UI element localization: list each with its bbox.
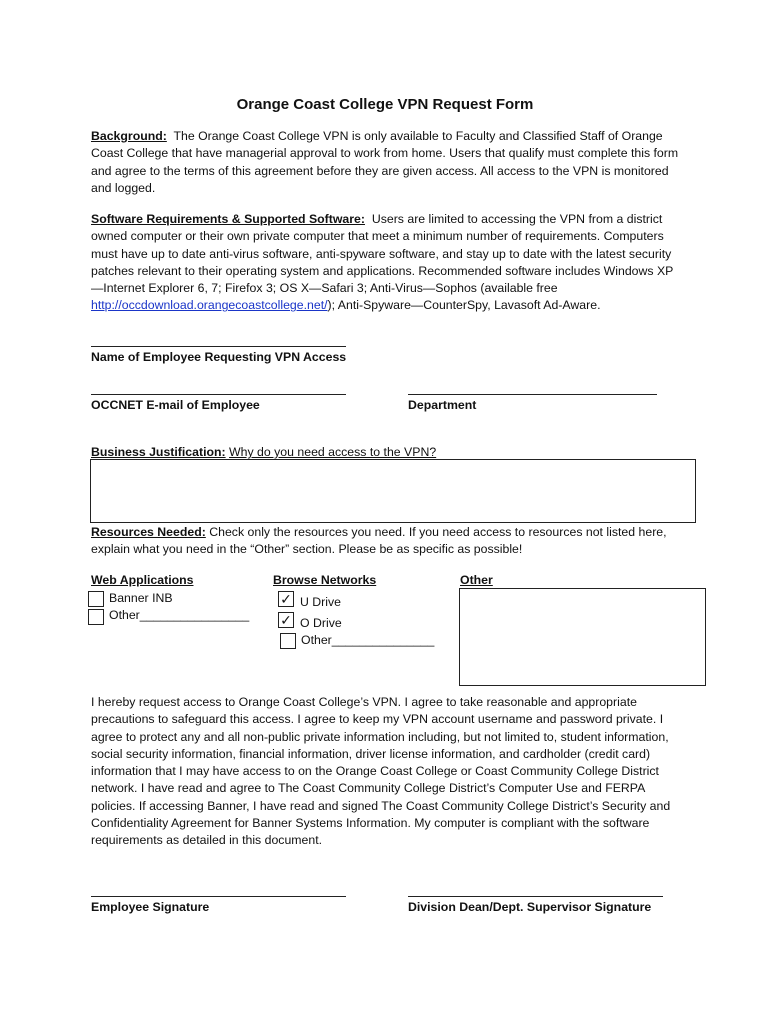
email-line[interactable] — [91, 394, 346, 395]
justification-textbox[interactable] — [90, 459, 696, 523]
web-apps-other-label: Other________________ — [109, 608, 250, 622]
supervisor-signature-line[interactable] — [408, 896, 663, 897]
justification-question: Why do you need access to the VPN? — [229, 445, 437, 459]
banner-inb-checkbox[interactable] — [88, 591, 104, 607]
o-drive-checkbox[interactable]: ✓ — [278, 612, 294, 628]
web-apps-other-checkbox[interactable] — [88, 609, 104, 625]
u-drive-checkbox[interactable]: ✓ — [278, 591, 294, 607]
networks-other-checkbox[interactable] — [280, 633, 296, 649]
employee-name-line[interactable] — [91, 346, 346, 347]
employee-signature-label: Employee Signature — [91, 900, 210, 914]
banner-inb-label: Banner INB — [109, 591, 173, 605]
department-label: Department — [408, 398, 477, 412]
software-text: Users are limited to accessing the VPN from a district owned computer or their own private computer that meet a minimum number of requirements. Computers must have up to date anti-virus software, anti-spyware software, and stay up to date with the latest security patches relevant to their operating system and applications. Recommended software includes Windows XP—Internet Explorer 6, 7; Firefox 3; OS X—Safari 3; Anti-Virus—Sophos (available free — [91, 212, 674, 296]
employee-signature-line[interactable] — [91, 896, 346, 897]
networks-heading: Browse Networks — [273, 573, 377, 587]
background-label: Background: — [91, 129, 167, 143]
employee-name-label: Name of Employee Requesting VPN Access — [91, 350, 347, 364]
other-heading: Other — [460, 573, 493, 587]
background-section — [91, 128, 681, 197]
resources-text: Check only the resources you need. If you need access to resources not listed here, explain what you need in the “Other” section. Please be as specific as possible! — [91, 525, 667, 557]
agreement-text: I hereby request access to Orange Coast College’s VPN. I agree to take reasonable and appropriate precautions to safeguard this access. I agree to keep my VPN account username and password private. I agree to protect any and all non-public private information including, but not limited to, student information, social security information, financial information, driver license information, and cardholder (credit card) information that I may have access to on the Orange Coast College or Coast Community College District network. I have read and agree to The Coast Community College District’s Computer Use and FERPA policies. If accessing Banner, I have read and signed The Coast Community College District’s Security and Confidentiality Agreement for Banner Systems Information. My computer is compliant with the software requirements as detailed in this document. — [91, 695, 671, 848]
email-label: OCCNET E-mail of Employee — [91, 398, 260, 412]
software-label: Software Requirements & Supported Software: — [91, 212, 365, 226]
software-section — [91, 211, 681, 315]
justification-heading — [91, 445, 436, 459]
resources-section — [91, 524, 681, 559]
justification-label: Business Justification: — [91, 445, 226, 459]
form-title: Orange Coast College VPN Request Form — [236, 96, 534, 113]
web-apps-heading: Web Applications — [91, 573, 194, 587]
download-link[interactable]: http://occdownload.orangecoastcollege.net/ — [91, 298, 328, 313]
other-textbox[interactable] — [459, 588, 706, 686]
o-drive-label: O Drive — [300, 616, 342, 630]
background-text: The Orange Coast College VPN is only available to Faculty and Classified Staff of Orange Coast College that have managerial approval to work from home. Users that qualify must complete this form and agree to the terms of this agreement before they are given access. All access to the VPN is monitored and logged. — [91, 129, 679, 195]
u-drive-label: U Drive — [300, 595, 341, 609]
networks-other-label: Other_______________ — [301, 633, 435, 647]
department-line[interactable] — [408, 394, 657, 395]
supervisor-signature-label: Division Dean/Dept. Supervisor Signature — [408, 900, 652, 914]
software-text-end: ); Anti-Spyware—CounterSpy, Lavasoft Ad-Aware. — [327, 298, 601, 313]
resources-label: Resources Needed: — [91, 525, 206, 539]
